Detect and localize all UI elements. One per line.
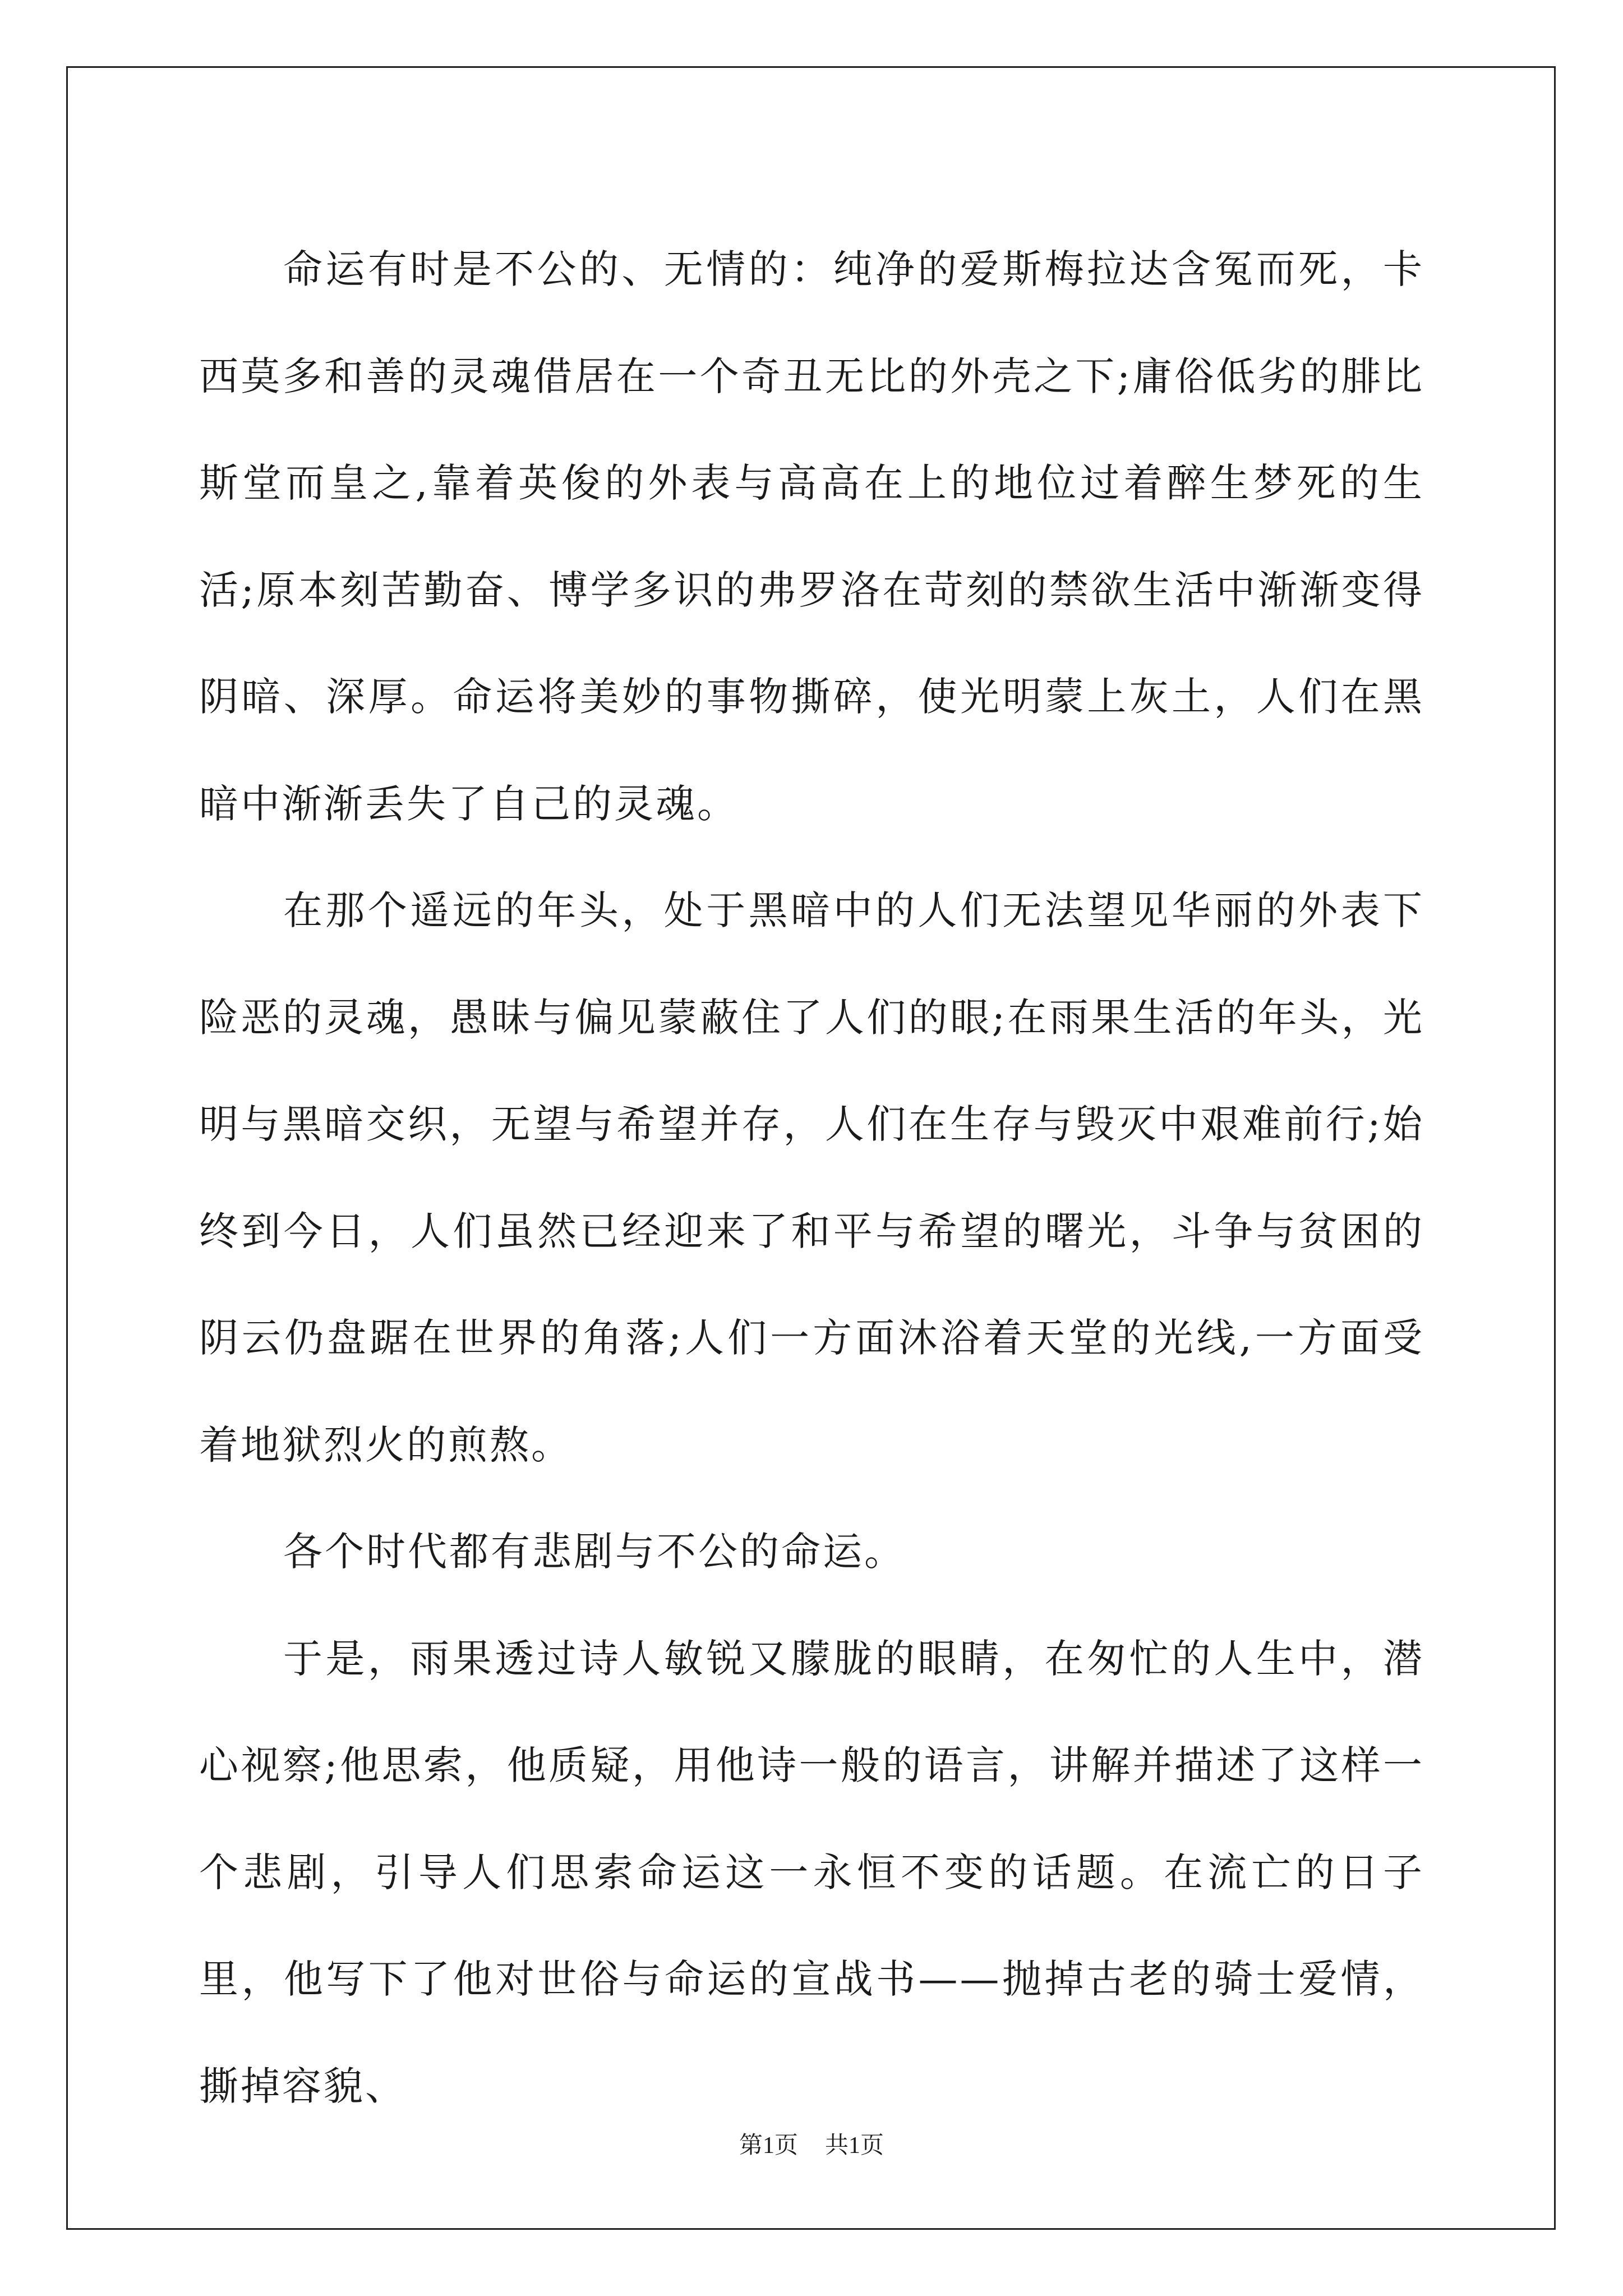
document-body (199, 216, 1424, 2139)
page-total: 共1页 (825, 2133, 884, 2159)
paragraph: 在那个遥远的年头，处于黑暗中的人们无法望见华丽的外表下险恶的灵魂，愚昧与偏见蒙蔽住了人们的眼;在雨果生活的年头，光明与黑暗交织，无望与希望并存，人们在生存与毁灭中艰难前行;始终到今日，人们虽然已经迎来了和平与希望的曙光，斗争与贫困的阴云仍盘踞在世界的角落;人们一方面沐浴着天堂的光线,一方面受着地狱烈火的煎熬。 (199, 887, 1424, 1468)
paragraph: 命运有时是不公的、无情的：纯净的爱斯梅拉达含冤而死，卡西莫多和善的灵魂借居在一个奇丑无比的外壳之下;庸俗低劣的腓比斯堂而皇之,靠着英俊的外表与高高在上的地位过着醉生梦死的生活;原本刻苦勤奋、博学多识的弗罗洛在苛刻的禁欲生活中渐渐变得阴暗、深厚。命运将美妙的事物撕碎，使光明蒙上灰土，人们在黑暗中渐渐丢失了自己的灵魂。 (199, 246, 1424, 827)
paragraph: 于是，雨果透过诗人敏锐又朦胧的眼睛，在匆忙的人生中，潜心视察;他思索，他质疑，用他诗一般的语言，讲解并描述了这样一个悲剧，引导人们思索命运这一永恒不变的话题。在流亡的日子里，他写下了他对世俗与命运的宣战书——抛掉古老的骑士爱情，撕掉容貌、 (199, 1635, 1424, 2109)
paragraph: 各个时代都有悲剧与不公的命运。 (283, 1529, 906, 1575)
page-number: 第1页 (739, 2133, 798, 2159)
page-footer (0, 2129, 1623, 2162)
